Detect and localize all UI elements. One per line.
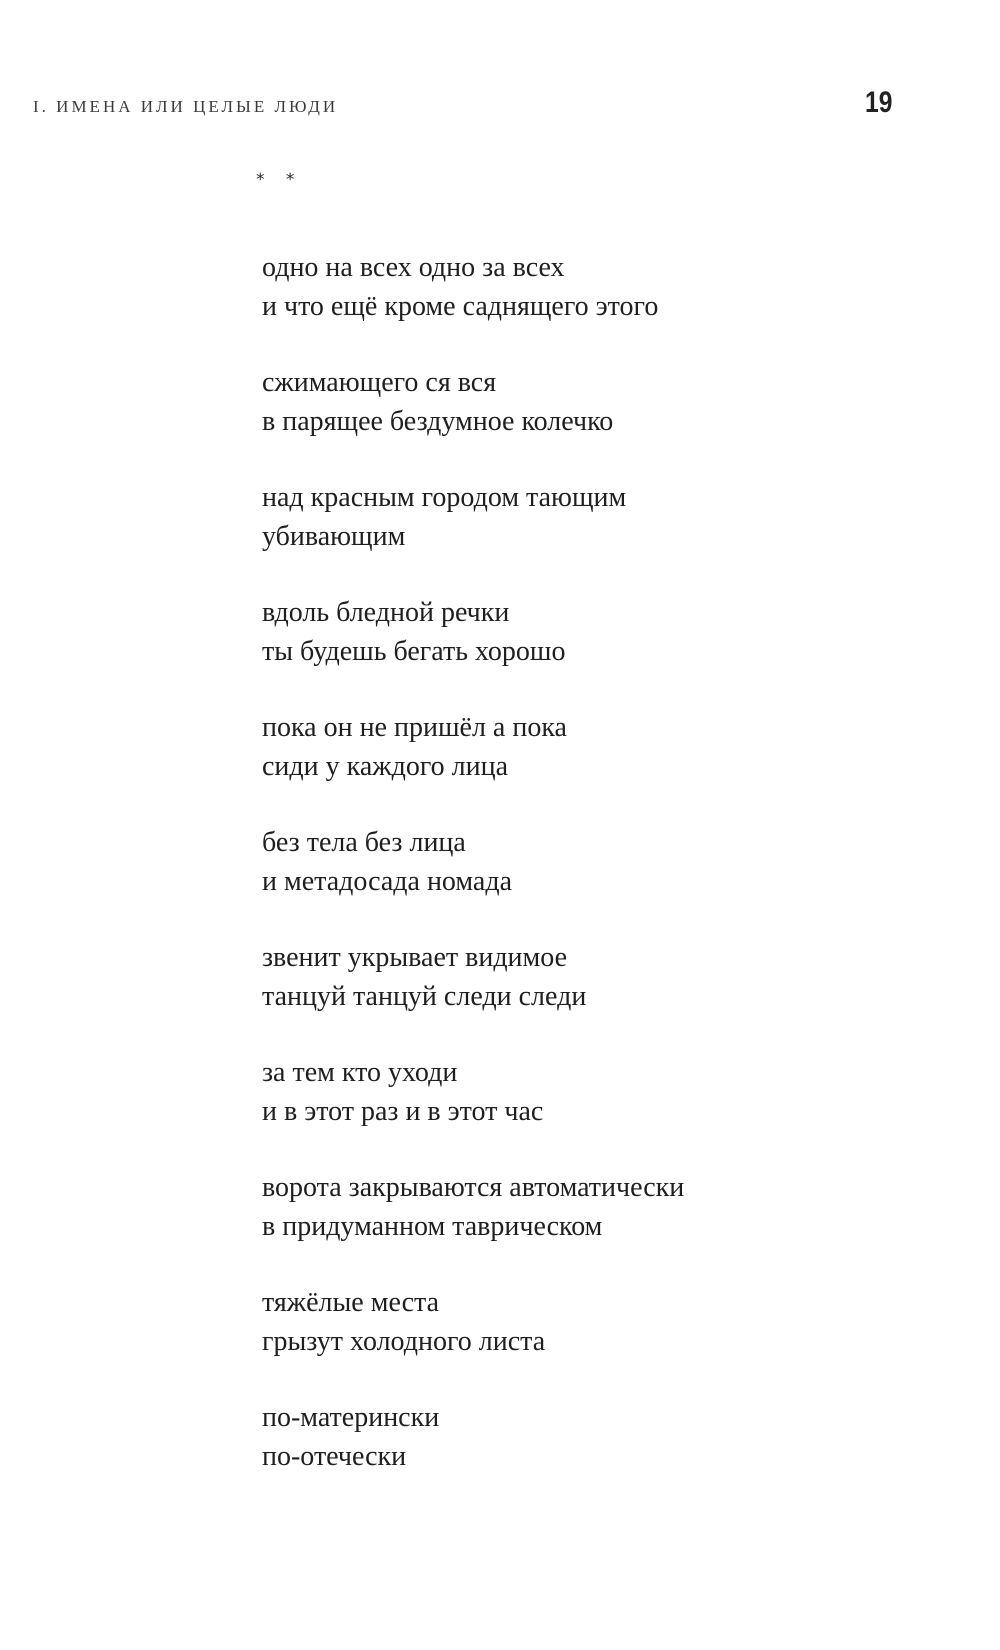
section-mark: * *	[256, 170, 303, 190]
stanza	[262, 248, 684, 326]
poem-line: в парящее бездумное колечко	[262, 406, 614, 437]
stanza	[262, 823, 684, 901]
poem-line: вдоль бледной речки	[262, 597, 510, 628]
poem-line: ты будешь бегать хорошо	[262, 636, 566, 667]
poem-line: без тела без лица	[262, 827, 466, 858]
stanza	[262, 593, 684, 671]
poem-line: сжимающего ся вся	[262, 367, 497, 398]
poem-line: сиди у каждого лица	[262, 751, 508, 782]
stanza	[262, 708, 684, 786]
poem-line: и что ещё кроме саднящего этого	[262, 291, 659, 322]
poem-line: убивающим	[262, 521, 406, 552]
stanza	[262, 363, 684, 441]
stanza	[262, 938, 684, 1016]
poem-line: и метадосада номада	[262, 866, 513, 897]
poem-line: грызут холодного листа	[262, 1326, 546, 1357]
poem-line: и в этот раз и в этот час	[262, 1096, 544, 1127]
poem-line: по-матерински	[262, 1402, 440, 1433]
stanza	[262, 1168, 684, 1246]
poem-line: над красным городом тающим	[262, 482, 627, 513]
poem-line: по-отечески	[262, 1441, 407, 1472]
poem-line: ворота закрываются автоматически	[262, 1172, 685, 1203]
poem-line: звенит укрывает видимое	[262, 942, 568, 973]
poem-line: за тем кто уходи	[262, 1057, 458, 1088]
stanza	[262, 1398, 684, 1476]
stanza	[262, 1053, 684, 1131]
running-head: I. ИМЕНА ИЛИ ЦЕЛЫЕ ЛЮДИ	[33, 97, 339, 116]
stanza	[262, 1283, 684, 1361]
poem-line: в придуманном таврическом	[262, 1211, 603, 1242]
poem-line: танцуй танцуй следи следи	[262, 981, 587, 1012]
page-number: 19	[864, 86, 892, 119]
poem-line: пока он не пришёл а пока	[262, 712, 567, 743]
poem-line: тяжёлые места	[262, 1287, 440, 1318]
poem	[262, 248, 684, 1513]
stanza	[262, 478, 684, 556]
poem-line: одно на всех одно за всех	[262, 252, 565, 283]
